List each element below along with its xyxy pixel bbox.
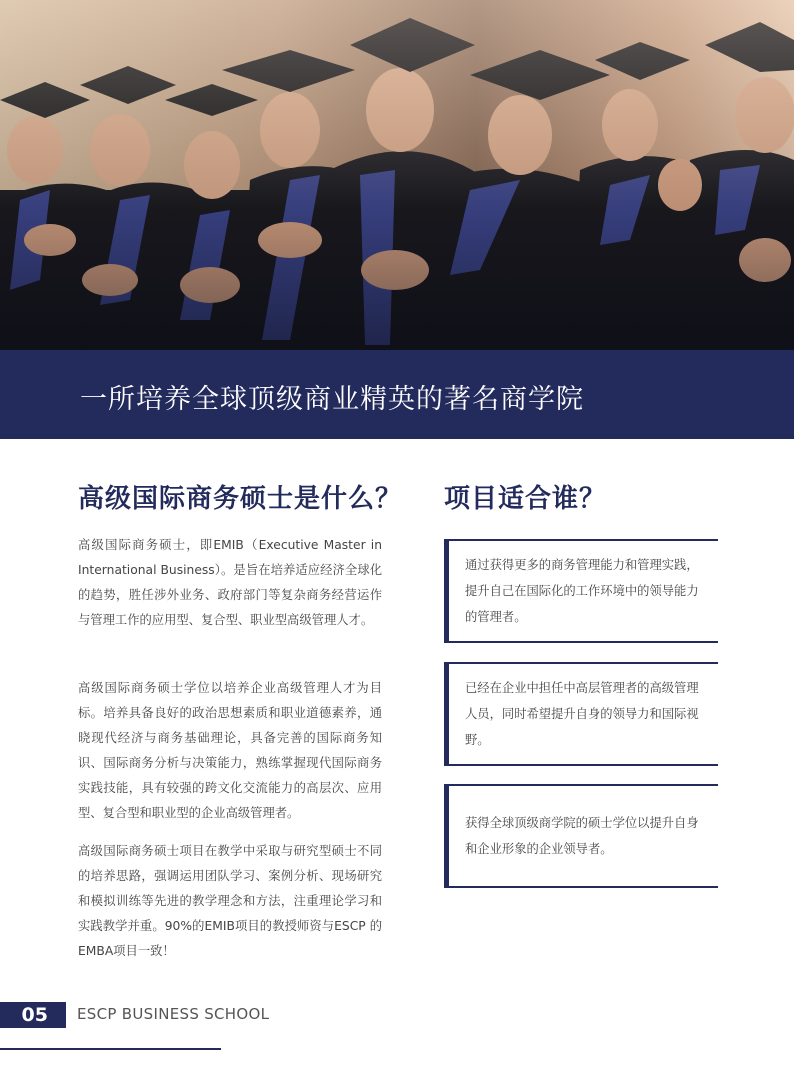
school-name: ESCP BUSINESS SCHOOL (77, 1005, 270, 1023)
footer-divider (0, 1048, 221, 1050)
audience-card-text: 已经在企业中担任中高层管理者的高级管理人员，同时希望提升自身的领导力和国际视野。 (465, 681, 699, 747)
audience-card (444, 784, 718, 888)
audience-card-text: 通过获得更多的商务管理能力和管理实践，提升自己在国际化的工作环境中的领导能力的管理者。 (465, 558, 699, 624)
intro-paragraph: 高级国际商务硕士，即EMIB（Executive Master in International Business）。是旨在培养适应经济全球化的趋势，胜任涉外业务、政府部门等复杂商务经营运作与管理工作的应用型、复合型、职业型高级管理人才。 (78, 538, 382, 627)
audience-card (444, 539, 718, 643)
who-is-it-for-heading: 项目适合谁？ (444, 484, 607, 514)
audience-card (444, 662, 718, 766)
audience-card-text: 获得全球顶级商学院的硕士学位以提升自身和企业形象的企业领导者。 (465, 816, 699, 856)
what-is-emib-heading: 高级国际商务硕士是什么？ (78, 484, 403, 514)
photo-overlay (0, 0, 794, 350)
goal-paragraph: 高级国际商务硕士学位以培养企业高级管理人才为目标。培养具备良好的政治思想素质和职业道德素养，通晓现代经济与商务基础理论，具备完善的国际商务知识、国际商务分析与决策能力，熟练掌握现代国际商务实践技能，具有较强的跨文化交流能力的高层次、应用型、复合型和职业型的企业高级管理者。 (78, 681, 382, 820)
hero-photo (0, 0, 794, 350)
banner-title: 一所培养全球顶级商业精英的著名商学院 (80, 384, 584, 415)
teaching-paragraph: 高级国际商务硕士项目在教学中采取与研究型硕士不同的培养思路，强调运用团队学习、案例分析、现场研究和模拟训练等先进的教学理念和方法，注重理论学习和实践教学并重。90%的EMIB项目的教授师资与ESCP 的EMBA项目一致！ (78, 844, 382, 958)
page-number: 05 (0, 1002, 66, 1028)
